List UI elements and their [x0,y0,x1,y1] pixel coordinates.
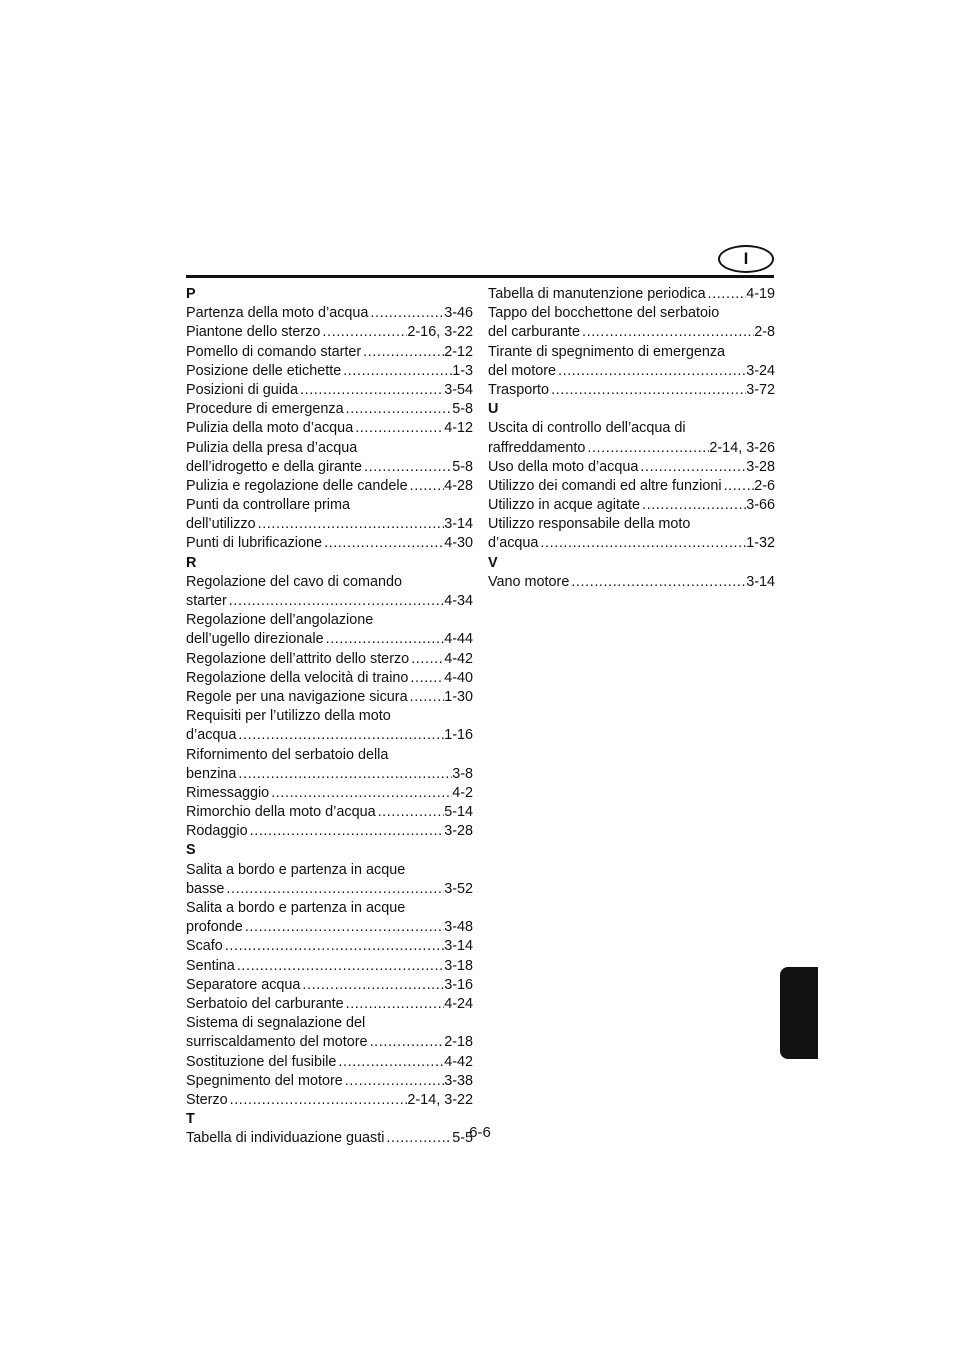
dot-leader [408,688,445,707]
entry-page-ref: 3-24 [746,362,775,379]
entry-text: Pulizia e regolazione delle candele [186,477,408,494]
index-entry [186,937,473,956]
entry-text: benzina [186,765,237,782]
index-entry-continued [186,439,473,458]
entry-text: Sistema di segnalazione del [186,1015,366,1032]
entry-text: Utilizzo responsabile della moto [488,516,691,533]
entry-page-ref: 2-6 [754,477,775,494]
entry-text: Tappo del bocchettone del serbatoio [488,305,720,322]
entry-page-ref: 3-14 [444,938,473,955]
index-column-right [488,285,775,592]
entry-text: Utilizzo in acque agitate [488,497,640,514]
index-letter-heading [186,841,473,860]
dot-leader [580,323,754,342]
entry-page-ref: 4-44 [444,631,473,648]
entry-text: Tabella di individuazione guasti [186,1130,385,1147]
dot-leader [344,400,453,419]
entry-text: Salita a bordo e partenza in acque [186,900,406,916]
entry-text: Trasporto [488,381,550,398]
index-entry [488,496,775,515]
index-entry [488,362,775,381]
dot-leader [269,784,452,803]
dot-leader [256,515,445,534]
header-rule [186,275,774,278]
entry-page-ref: 1-30 [444,688,473,705]
index-entry [186,304,473,323]
dot-leader [409,650,444,669]
index-entry [186,534,473,553]
index-entry [186,765,473,784]
index-entry [186,1053,473,1072]
entry-text: Punti di lubrificazione [186,535,322,552]
entry-page-ref: 4-30 [444,535,473,552]
entry-page-ref: 3-38 [444,1072,473,1089]
index-entry [186,630,473,649]
entry-page-ref: 4-34 [444,593,473,609]
heading-text: U [488,401,499,418]
entry-page-ref: 4-42 [444,650,473,667]
dot-leader [638,458,746,477]
index-entry-continued [186,861,473,880]
index-entry [186,995,473,1014]
entry-page-ref: 3-66 [746,497,775,514]
entry-page-ref: 5-8 [452,401,473,418]
dot-leader [300,976,444,995]
dot-leader [320,323,407,342]
entry-page-ref: 4-40 [444,669,473,686]
index-entry [186,515,473,534]
index-entry [488,573,775,592]
entry-page-ref: 3-54 [444,381,473,398]
entry-text: Pomello di comando starter [186,343,362,360]
entry-text: dell’utilizzo [186,516,256,533]
index-entry-continued [186,611,473,630]
index-entry [186,362,473,381]
index-letter-heading [488,554,775,573]
entry-page-ref: 5-8 [452,458,473,475]
entry-page-ref: 1-3 [452,362,473,379]
entry-page-ref: 2-16, 3-22 [407,324,473,341]
entry-page-ref: 3-28 [746,458,775,475]
entry-page-ref: 4-19 [746,286,775,302]
entry-text: basse [186,880,225,897]
index-entry-continued [186,573,473,592]
dot-leader [376,803,445,822]
index-entry [186,650,473,669]
dot-leader [368,304,444,323]
entry-page-ref: 3-14 [444,516,473,533]
entry-page-ref: 5-5 [452,1130,473,1147]
entry-text: dell’ugello direzionale [186,631,324,648]
index-entry [186,1072,473,1091]
heading-text: R [186,554,197,571]
index-entry [186,976,473,995]
entry-text: Partenza della moto d’acqua [186,305,369,322]
entry-text: Regolazione dell’attrito dello sterzo [186,650,410,667]
entry-text: Punti da controllare prima [186,497,350,514]
entry-page-ref: 4-28 [444,477,473,494]
index-entry-continued [488,515,775,534]
index-entry [186,419,473,438]
dot-leader [344,995,445,1014]
dot-leader [640,496,746,515]
entry-text: Vano motore [488,573,570,590]
dot-leader [368,1033,445,1052]
dot-leader [298,381,444,400]
entry-page-ref: 5-14 [444,804,473,821]
index-entry-continued [186,496,473,515]
entry-text: Piantone dello sterzo [186,324,321,341]
entry-text: Sostituzione del fusibile [186,1053,337,1070]
entry-text: Pulizia della presa d’acqua [186,439,358,456]
entry-text: Separatore acqua [186,976,301,993]
dot-leader [223,937,444,956]
page-number: 6-6 [469,1124,491,1141]
entry-text: Rimorchio della moto d’acqua [186,804,376,821]
entry-page-ref: 3-46 [444,305,473,322]
entry-page-ref: 2-14, 3-22 [407,1091,473,1108]
entry-text: Uscita di controllo dell’acqua di [488,420,686,437]
index-entry [488,534,775,553]
entry-page-ref: 1-16 [444,727,473,744]
entry-text: Regole per una navigazione sicura [186,688,408,705]
index-entry [186,784,473,803]
entry-page-ref: 3-8 [452,765,473,782]
index-entry [488,458,775,477]
entry-text: Regolazione del cavo di comando [186,573,403,590]
dot-leader [362,458,452,477]
entry-page-ref: 3-14 [746,573,775,590]
index-entry-continued [488,343,775,362]
dot-leader [408,477,445,496]
index-entry [186,880,473,899]
index-entry-continued [186,1014,473,1033]
dot-leader [227,592,444,611]
index-entry [488,285,775,304]
entry-text: profonde [186,919,243,936]
entry-text: surriscaldamento del motore [186,1034,368,1051]
entry-text: Posizioni di guida [186,381,298,398]
index-entry-continued [186,707,473,726]
entry-text: Utilizzo dei comandi ed altre funzioni [488,477,722,494]
dot-leader [324,630,445,649]
dot-leader [408,669,444,688]
dot-leader [556,362,746,381]
index-entry [186,477,473,496]
entry-page-ref: 4-12 [444,420,473,437]
dot-leader [353,419,444,438]
index-letter-heading [488,400,775,419]
dot-leader [549,381,746,400]
index-letter-heading [186,285,473,304]
entry-text: Rodaggio [186,823,248,840]
heading-text: P [186,286,196,302]
entry-page-ref: 3-52 [444,880,473,897]
index-entry [186,822,473,841]
index-entry [186,323,473,342]
index-entry [186,1033,473,1052]
entry-page-ref: 2-12 [444,343,473,360]
index-entry-continued [488,419,775,438]
dot-leader [569,573,746,592]
index-entry [186,957,473,976]
index-entry [186,688,473,707]
entry-page-ref: 3-48 [444,919,473,936]
entry-text: dell’idrogetto e della girante [186,458,363,475]
index-column-left [186,285,473,1148]
dot-leader [322,534,444,553]
entry-page-ref: 3-18 [444,957,473,974]
dot-leader [585,439,709,458]
entry-text: del motore [488,362,556,379]
index-entry [186,669,473,688]
entry-page-ref: 3-28 [444,823,473,840]
heading-text: T [186,1111,195,1128]
dot-leader [706,285,747,304]
dot-leader [228,1091,408,1110]
heading-text: V [488,554,498,571]
dot-leader [722,477,755,496]
entry-text: Spegnimento del motore [186,1072,343,1089]
entry-text: Tirante di spegnimento di emergenza [488,343,726,360]
dot-leader [343,1072,444,1091]
index-entry [186,726,473,745]
index-entry-continued [186,899,473,918]
entry-text: Pulizia della moto d’acqua [186,420,354,437]
entry-text: d’acqua [186,727,237,744]
entry-text: Scafo [186,938,223,955]
dot-leader [236,765,452,784]
entry-page-ref: 2-18 [444,1034,473,1051]
entry-page-ref: 1-32 [746,535,775,552]
entry-text: Sentina [186,957,235,974]
entry-text: Rimessaggio [186,784,270,801]
entry-text: Rifornimento del serbatoio della [186,746,389,763]
entry-text: del carburante [488,324,581,341]
entry-text: Procedure di emergenza [186,401,344,418]
entry-page-ref: 3-72 [746,381,775,398]
entry-text: Posizione delle etichette [186,362,342,379]
dot-leader [224,880,444,899]
entry-page-ref: 4-24 [444,995,473,1012]
dot-leader [336,1053,444,1072]
index-entry [186,1091,473,1110]
entry-text: Regolazione dell’angolazione [186,612,374,629]
entry-page-ref: 2-14, 3-26 [709,439,775,456]
heading-text: S [186,842,196,859]
entry-page-ref: 4-2 [452,784,473,801]
dot-leader [243,918,444,937]
index-letter-heading [186,554,473,573]
index-entry [186,381,473,400]
index-entry [186,343,473,362]
dot-leader [538,534,746,553]
index-entry [186,918,473,937]
dot-leader [236,726,444,745]
index-entry-continued [186,746,473,765]
entry-text: d’acqua [488,535,539,552]
index-entry-continued [488,304,775,323]
entry-text: Salita a bordo e partenza in acque [186,861,406,878]
index-entry [488,323,775,342]
entry-text: Regolazione della velocità di traino [186,669,409,686]
chapter-tab [780,967,818,1059]
entry-text: Requisiti per l’utilizzo della moto [186,708,391,725]
index-entry [186,592,473,611]
index-entry [186,803,473,822]
entry-page-ref: 4-42 [444,1053,473,1070]
entry-text: Serbatoio del carburante [186,995,344,1012]
index-entry [488,477,775,496]
entry-text: Uso della moto d’acqua [488,458,639,475]
index-entry [488,381,775,400]
language-badge: I [718,245,774,273]
entry-page-ref: 3-16 [444,976,473,993]
entry-text: Sterzo [186,1091,228,1108]
entry-page-ref: 2-8 [754,324,775,341]
dot-leader [248,822,445,841]
dot-leader [361,343,444,362]
entry-text: Tabella di manutenzione periodica [488,286,706,302]
index-entry [186,400,473,419]
dot-leader [235,957,444,976]
entry-text: raffreddamento [488,439,586,456]
index-entry [186,458,473,477]
index-entry [488,439,775,458]
entry-text: starter [186,593,227,609]
dot-leader [341,362,452,381]
